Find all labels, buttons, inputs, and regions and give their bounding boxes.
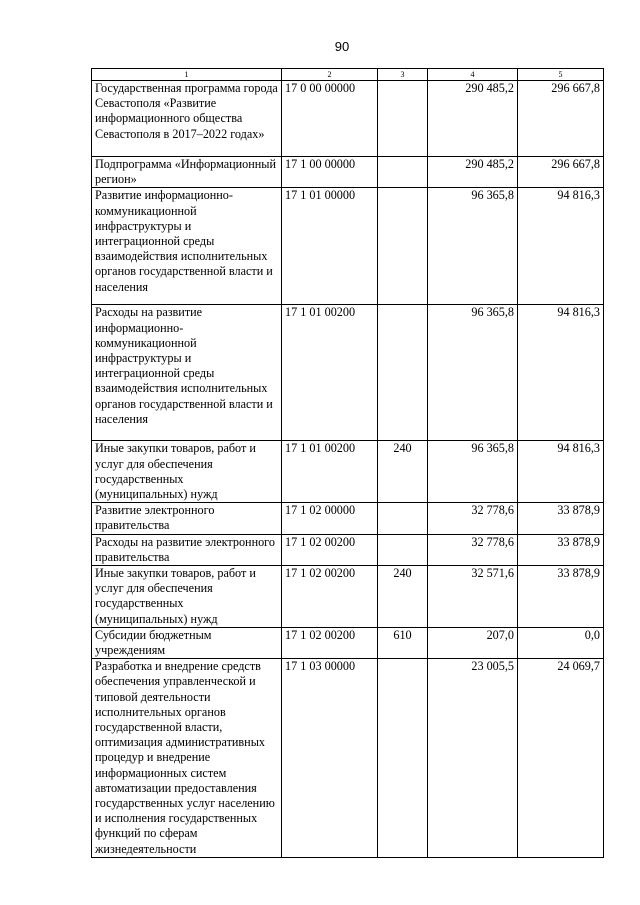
row-name: Развитие электронного правительства	[92, 503, 282, 534]
row-name: Подпрограмма «Информационный регион»	[92, 157, 282, 188]
row-value-col5: 24 069,7	[518, 659, 604, 858]
row-value-col5: 94 816,3	[518, 188, 604, 305]
row-name: Разработка и внедрение средств обеспечения управленческой и типовой деятельности исполнительных органов государственной власти, оптимизация административных процедур и внедрение информационных систем автоматизации предоставления государственных услуг населению и исполнения государственных функций по сферам жизнедеятельности	[92, 659, 282, 858]
row-value-col5: 33 878,9	[518, 503, 604, 534]
column-header: 3	[378, 69, 428, 81]
row-expense-type	[378, 534, 428, 565]
row-value-col4: 23 005,5	[428, 659, 518, 858]
column-header: 1	[92, 69, 282, 81]
table-row	[92, 659, 604, 858]
row-value-col4: 32 571,6	[428, 566, 518, 628]
row-code: 17 1 03 00000	[282, 659, 378, 858]
table-row	[92, 305, 604, 441]
row-value-col4: 96 365,8	[428, 305, 518, 441]
row-value-col4: 32 778,6	[428, 534, 518, 565]
row-value-col4: 290 485,2	[428, 81, 518, 157]
column-header: 4	[428, 69, 518, 81]
row-value-col5: 94 816,3	[518, 305, 604, 441]
table-row	[92, 627, 604, 658]
table-row	[92, 157, 604, 188]
row-value-col4: 96 365,8	[428, 188, 518, 305]
table-row	[92, 534, 604, 565]
row-code: 17 1 01 00200	[282, 441, 378, 503]
row-name: Субсидии бюджетным учреждениям	[92, 627, 282, 658]
table-row	[92, 81, 604, 157]
page-number: 90	[334, 39, 350, 54]
column-header: 5	[518, 69, 604, 81]
row-code: 17 0 00 00000	[282, 81, 378, 157]
row-code: 17 1 01 00000	[282, 188, 378, 305]
row-value-col4: 32 778,6	[428, 503, 518, 534]
row-expense-type: 610	[378, 627, 428, 658]
row-value-col5: 0,0	[518, 627, 604, 658]
row-expense-type	[378, 157, 428, 188]
row-expense-type	[378, 659, 428, 858]
row-name: Иные закупки товаров, работ и услуг для обеспечения государственных (муниципальных) нужд	[92, 441, 282, 503]
row-code: 17 1 02 00000	[282, 503, 378, 534]
budget-table	[91, 68, 604, 858]
row-value-col5: 33 878,9	[518, 534, 604, 565]
row-code: 17 1 02 00200	[282, 566, 378, 628]
row-expense-type: 240	[378, 566, 428, 628]
row-value-col4: 96 365,8	[428, 441, 518, 503]
row-name: Расходы на развитие электронного правительства	[92, 534, 282, 565]
row-expense-type	[378, 81, 428, 157]
table-row	[92, 441, 604, 503]
row-code: 17 1 02 00200	[282, 627, 378, 658]
row-value-col5: 296 667,8	[518, 81, 604, 157]
row-expense-type	[378, 188, 428, 305]
row-name: Расходы на развитие информационно-коммуникационной инфраструктуры и интеграционной среды взаимодействия исполнительных органов государственной власти и населения	[92, 305, 282, 441]
table-row	[92, 566, 604, 628]
row-expense-type	[378, 503, 428, 534]
row-code: 17 1 02 00200	[282, 534, 378, 565]
row-value-col4: 207,0	[428, 627, 518, 658]
row-code: 17 1 01 00200	[282, 305, 378, 441]
row-expense-type	[378, 305, 428, 441]
row-value-col5: 296 667,8	[518, 157, 604, 188]
row-value-col5: 94 816,3	[518, 441, 604, 503]
row-value-col4: 290 485,2	[428, 157, 518, 188]
row-name: Иные закупки товаров, работ и услуг для обеспечения государственных (муниципальных) нужд	[92, 566, 282, 628]
column-header: 2	[282, 69, 378, 81]
row-name: Развитие информационно-коммуникационной инфраструктуры и интеграционной среды взаимодействия исполнительных органов государственной власти и населения	[92, 188, 282, 305]
table-row	[92, 503, 604, 534]
row-expense-type: 240	[378, 441, 428, 503]
header-row	[92, 69, 604, 81]
table-row	[92, 188, 604, 305]
row-name: Государственная программа города Севастополя «Развитие информационного общества Севастополя в 2017–2022 годах»	[92, 81, 282, 157]
row-value-col5: 33 878,9	[518, 566, 604, 628]
row-code: 17 1 00 00000	[282, 157, 378, 188]
